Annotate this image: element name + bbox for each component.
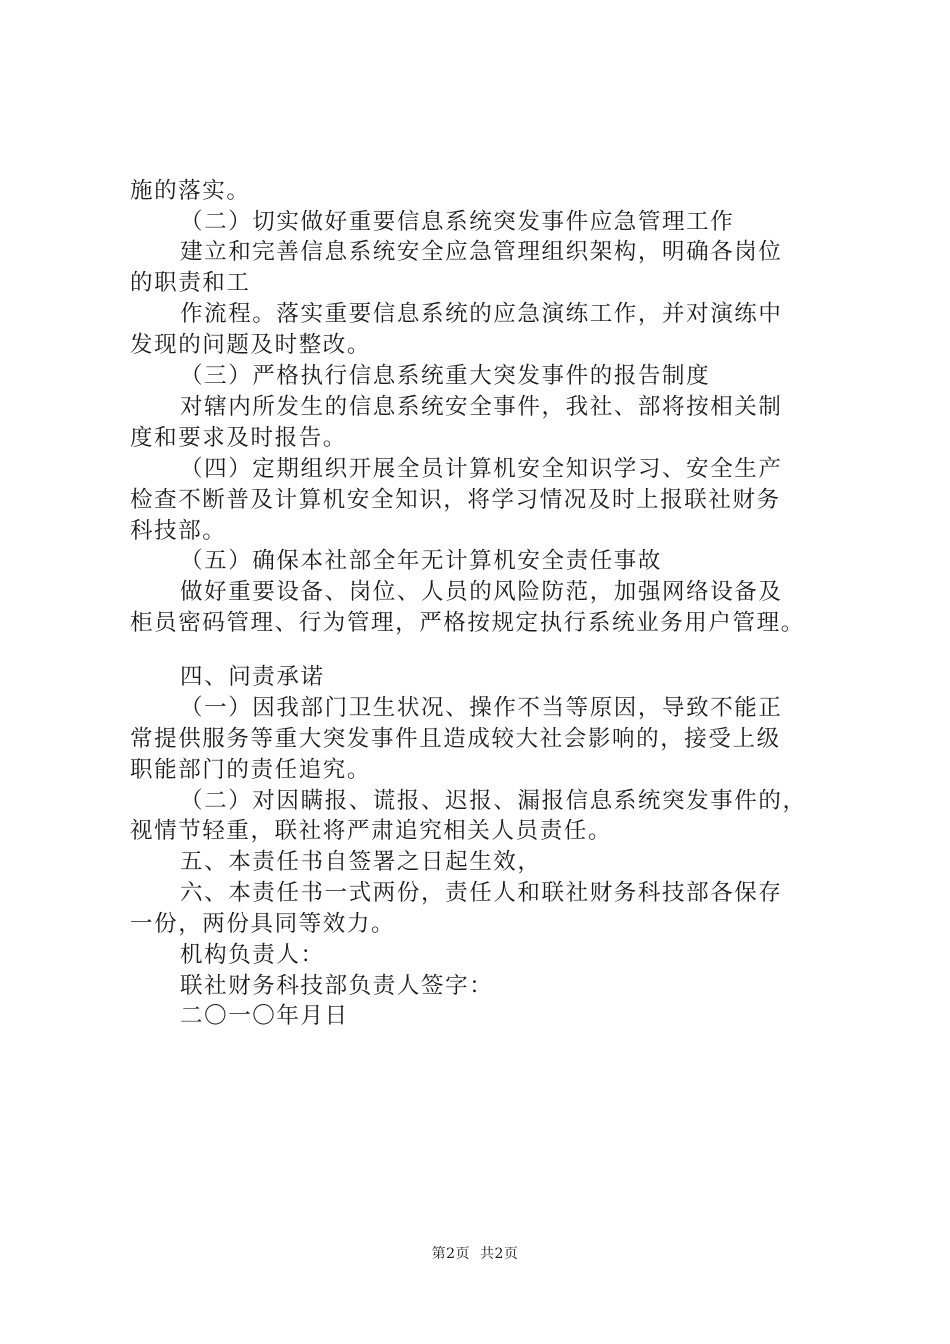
body-line: 建立和完善信息系统安全应急管理组织架构，明确各岗位 xyxy=(180,239,783,265)
body-line: 做好重要设备、岗位、人员的风险防范，加强网络设备及 xyxy=(180,579,783,605)
body-line: 科技部。 xyxy=(130,518,227,544)
page-number: 第2页 xyxy=(431,1246,470,1262)
body-line: 六、本责任书一式两份，责任人和联社财务科技部各保存 xyxy=(180,880,783,906)
section-heading: （五）确保本社部全年无计算机安全责任事故 xyxy=(180,548,663,574)
body-line: （二）对因瞒报、谎报、迟报、漏报信息系统突发事件的， xyxy=(180,788,807,814)
section-heading: （三）严格执行信息系统重大突发事件的报告制度 xyxy=(180,363,711,389)
signature-label: 联社财务科技部负责人签字： xyxy=(180,973,494,999)
body-line: 度和要求及时报告。 xyxy=(130,425,347,451)
body-line: 发现的问题及时整改。 xyxy=(130,332,372,358)
body-line: 一份，两份具同等效力。 xyxy=(130,911,396,937)
page-total: 共2页 xyxy=(480,1246,519,1262)
section-heading: （四）定期组织开展全员计算机安全知识学习、安全生产 xyxy=(180,456,783,482)
page-footer xyxy=(0,1244,950,1264)
body-line: 五、本责任书自签署之日起生效， xyxy=(180,849,542,875)
section-heading: 四、问责承诺 xyxy=(180,664,325,690)
body-line: 柜员密码管理、行为管理，严格按规定执行系统业务用户管理。 xyxy=(130,610,805,636)
body-line: 施的落实。 xyxy=(130,178,251,204)
section-heading: （二）切实做好重要信息系统突发事件应急管理工作 xyxy=(180,209,735,235)
body-line: 检查不断普及计算机安全知识，将学习情况及时上报联社财务 xyxy=(130,487,781,513)
signature-label: 机构负责人： xyxy=(180,942,325,968)
body-line: 作流程。落实重要信息系统的应急演练工作，并对演练中 xyxy=(180,301,783,327)
body-line: 职能部门的责任追究。 xyxy=(130,757,372,783)
body-line: 的职责和工 xyxy=(130,270,251,296)
body-line: （一）因我部门卫生状况、操作不当等原因，导致不能正 xyxy=(180,695,783,721)
body-line: 常提供服务等重大突发事件且造成较大社会影响的，接受上级 xyxy=(130,726,781,752)
date-line: 二〇一〇年月日 xyxy=(180,1003,349,1029)
body-line: 对辖内所发生的信息系统安全事件，我社、部将按相关制 xyxy=(180,394,783,420)
body-line: 视情节轻重，联社将严肃追究相关人员责任。 xyxy=(130,818,613,844)
